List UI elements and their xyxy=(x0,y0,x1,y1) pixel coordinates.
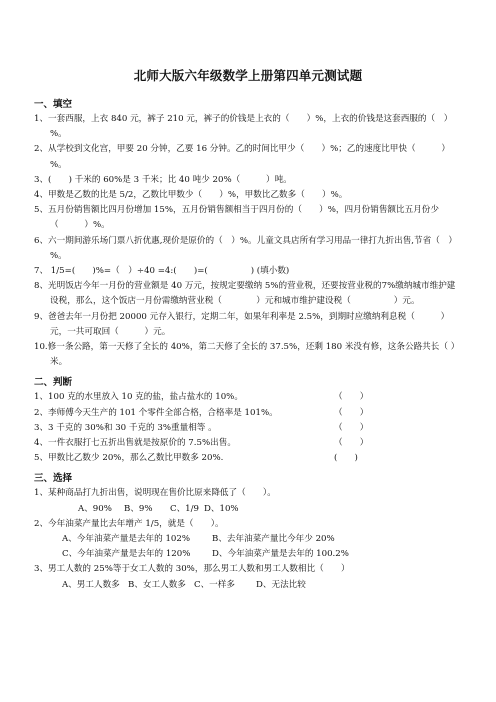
fill-item-5: 5、五月份销售额比四月份增加 15%，五月份销售额相当于四月份的（ ）%，四月份销售额比五月份少（ ）%。 xyxy=(34,205,439,231)
judge-item-1: 1、100 克的水里放入 10 克的盐，盐占盐水的 10%。 （ ） xyxy=(34,392,369,403)
answer-bracket: （ ） xyxy=(334,392,369,403)
judge-item-2: 2、李师傅今天生产的 101 个零件全部合格，合格率是 101%。 （ ） xyxy=(34,407,369,418)
option: D、10% xyxy=(204,503,239,514)
answer-bracket: （ ） xyxy=(334,422,369,433)
choose-item-1: 1、某种商品打九折出售，说明现在售价比原来降低了（ ）。 xyxy=(34,488,276,499)
section-fill-heading: 一、填空 xyxy=(34,99,73,110)
choose-options-1 xyxy=(34,502,462,517)
choose-options-2b xyxy=(34,547,462,562)
choose-item-2: 2、今年油菜产量比去年增产 1/5，就是（ ）。 xyxy=(34,518,224,529)
option: C、今年油菜产量是去年的 120% xyxy=(62,549,191,560)
option: A、今年油菜产量是去年的 102% xyxy=(62,534,191,545)
page-title: 北师大版六年级数学上册第四单元测试题 xyxy=(133,68,363,83)
section-judge-heading: 二、判断 xyxy=(34,377,73,389)
judge-item-5: 5、甲数比乙数少 20%，那么乙数比甲数多 20%. ( ) xyxy=(34,453,358,464)
option: D、无法比较 xyxy=(256,579,306,590)
judge-item-4: 4、一件衣服打七五折出售就是按原价的 7.5%出售。 （ ） xyxy=(34,438,369,449)
choose-item-3: 3、男工人数的 25%等于女工人数的 30%，那么男工人数和男工人数相比（ ） xyxy=(34,564,350,575)
option: C、一样多 xyxy=(194,579,235,590)
fill-item-2: 2、从学校到文化宫，甲要 20 分钟，乙要 16 分钟。乙的时间比甲少（ ）%；乙的速度比甲快（ ）%。 xyxy=(34,144,450,170)
fill-item-10: 10.修一条公路，第一天修了全长的 40%，第二天修了全长的 37.5%，还剩 180 米没有修，这条公路共长（ ）米。 xyxy=(34,342,460,368)
judge-item-3: 3、3 千克的 30%和 30 千克的 3%重量相等 。 （ ） xyxy=(34,422,369,433)
option: B、9% xyxy=(124,503,153,514)
section-choose-heading: 三、选择 xyxy=(34,473,73,485)
fill-item-7: 7、 1/5=( )%=（ ）÷40 =4:( )=( ) (填小数) xyxy=(34,266,290,277)
choose-options-3 xyxy=(34,578,462,593)
answer-bracket: ( ) xyxy=(334,453,358,464)
fill-item-9: 9、爸爸去年一月份把 20000 元存入银行，定期二年，如果年利率是 2.5%，到期时应缴纳利息税（ ）元，一共可取回（ ）元。 xyxy=(34,311,450,337)
answer-bracket: （ ） xyxy=(334,407,369,418)
option: A、男工人数多 xyxy=(62,579,120,590)
option: B、去年油菜产量比今年少 20% xyxy=(212,534,335,545)
fill-item-8: 8、光明饭店今年一月份的营业额是 40 万元，按规定要缴纳 5%的营业税，还要按营业税的7%缴纳城市维护建设税，那么，这个饭店一月份需缴纳营业税（ ）元和城市维护建设税（ ）元。 xyxy=(34,281,456,307)
choose-options-2a xyxy=(34,532,462,547)
option: A、90% xyxy=(78,503,112,514)
fill-item-4: 4、甲数是乙数的比是 5/2，乙数比甲数少（ ）%，甲数比乙数多（ ）%。 xyxy=(34,190,348,201)
fill-item-1: 1、一套西服，上衣 840 元，裤子 210 元，裤子的价钱是上衣的（ ）%，上衣的价钱是这套西服的（ ）%。 xyxy=(34,114,453,140)
option: D、今年油菜产量是去年的 100.2% xyxy=(212,549,349,560)
option: C、1/9 xyxy=(170,503,199,514)
fill-item-6: 6、六一期间游乐场门票八折优惠,现价是原价的（ ）%。儿童文具店所有学习用品一律打九折出售,节省（ ）%。 xyxy=(34,235,458,261)
fill-item-3: 3、( ) 千米的 60%是 3 千米；比 40 吨少 20%（ ）吨。 xyxy=(34,174,292,185)
option: B、女工人数多 xyxy=(128,579,186,590)
answer-bracket: （ ） xyxy=(334,438,369,449)
